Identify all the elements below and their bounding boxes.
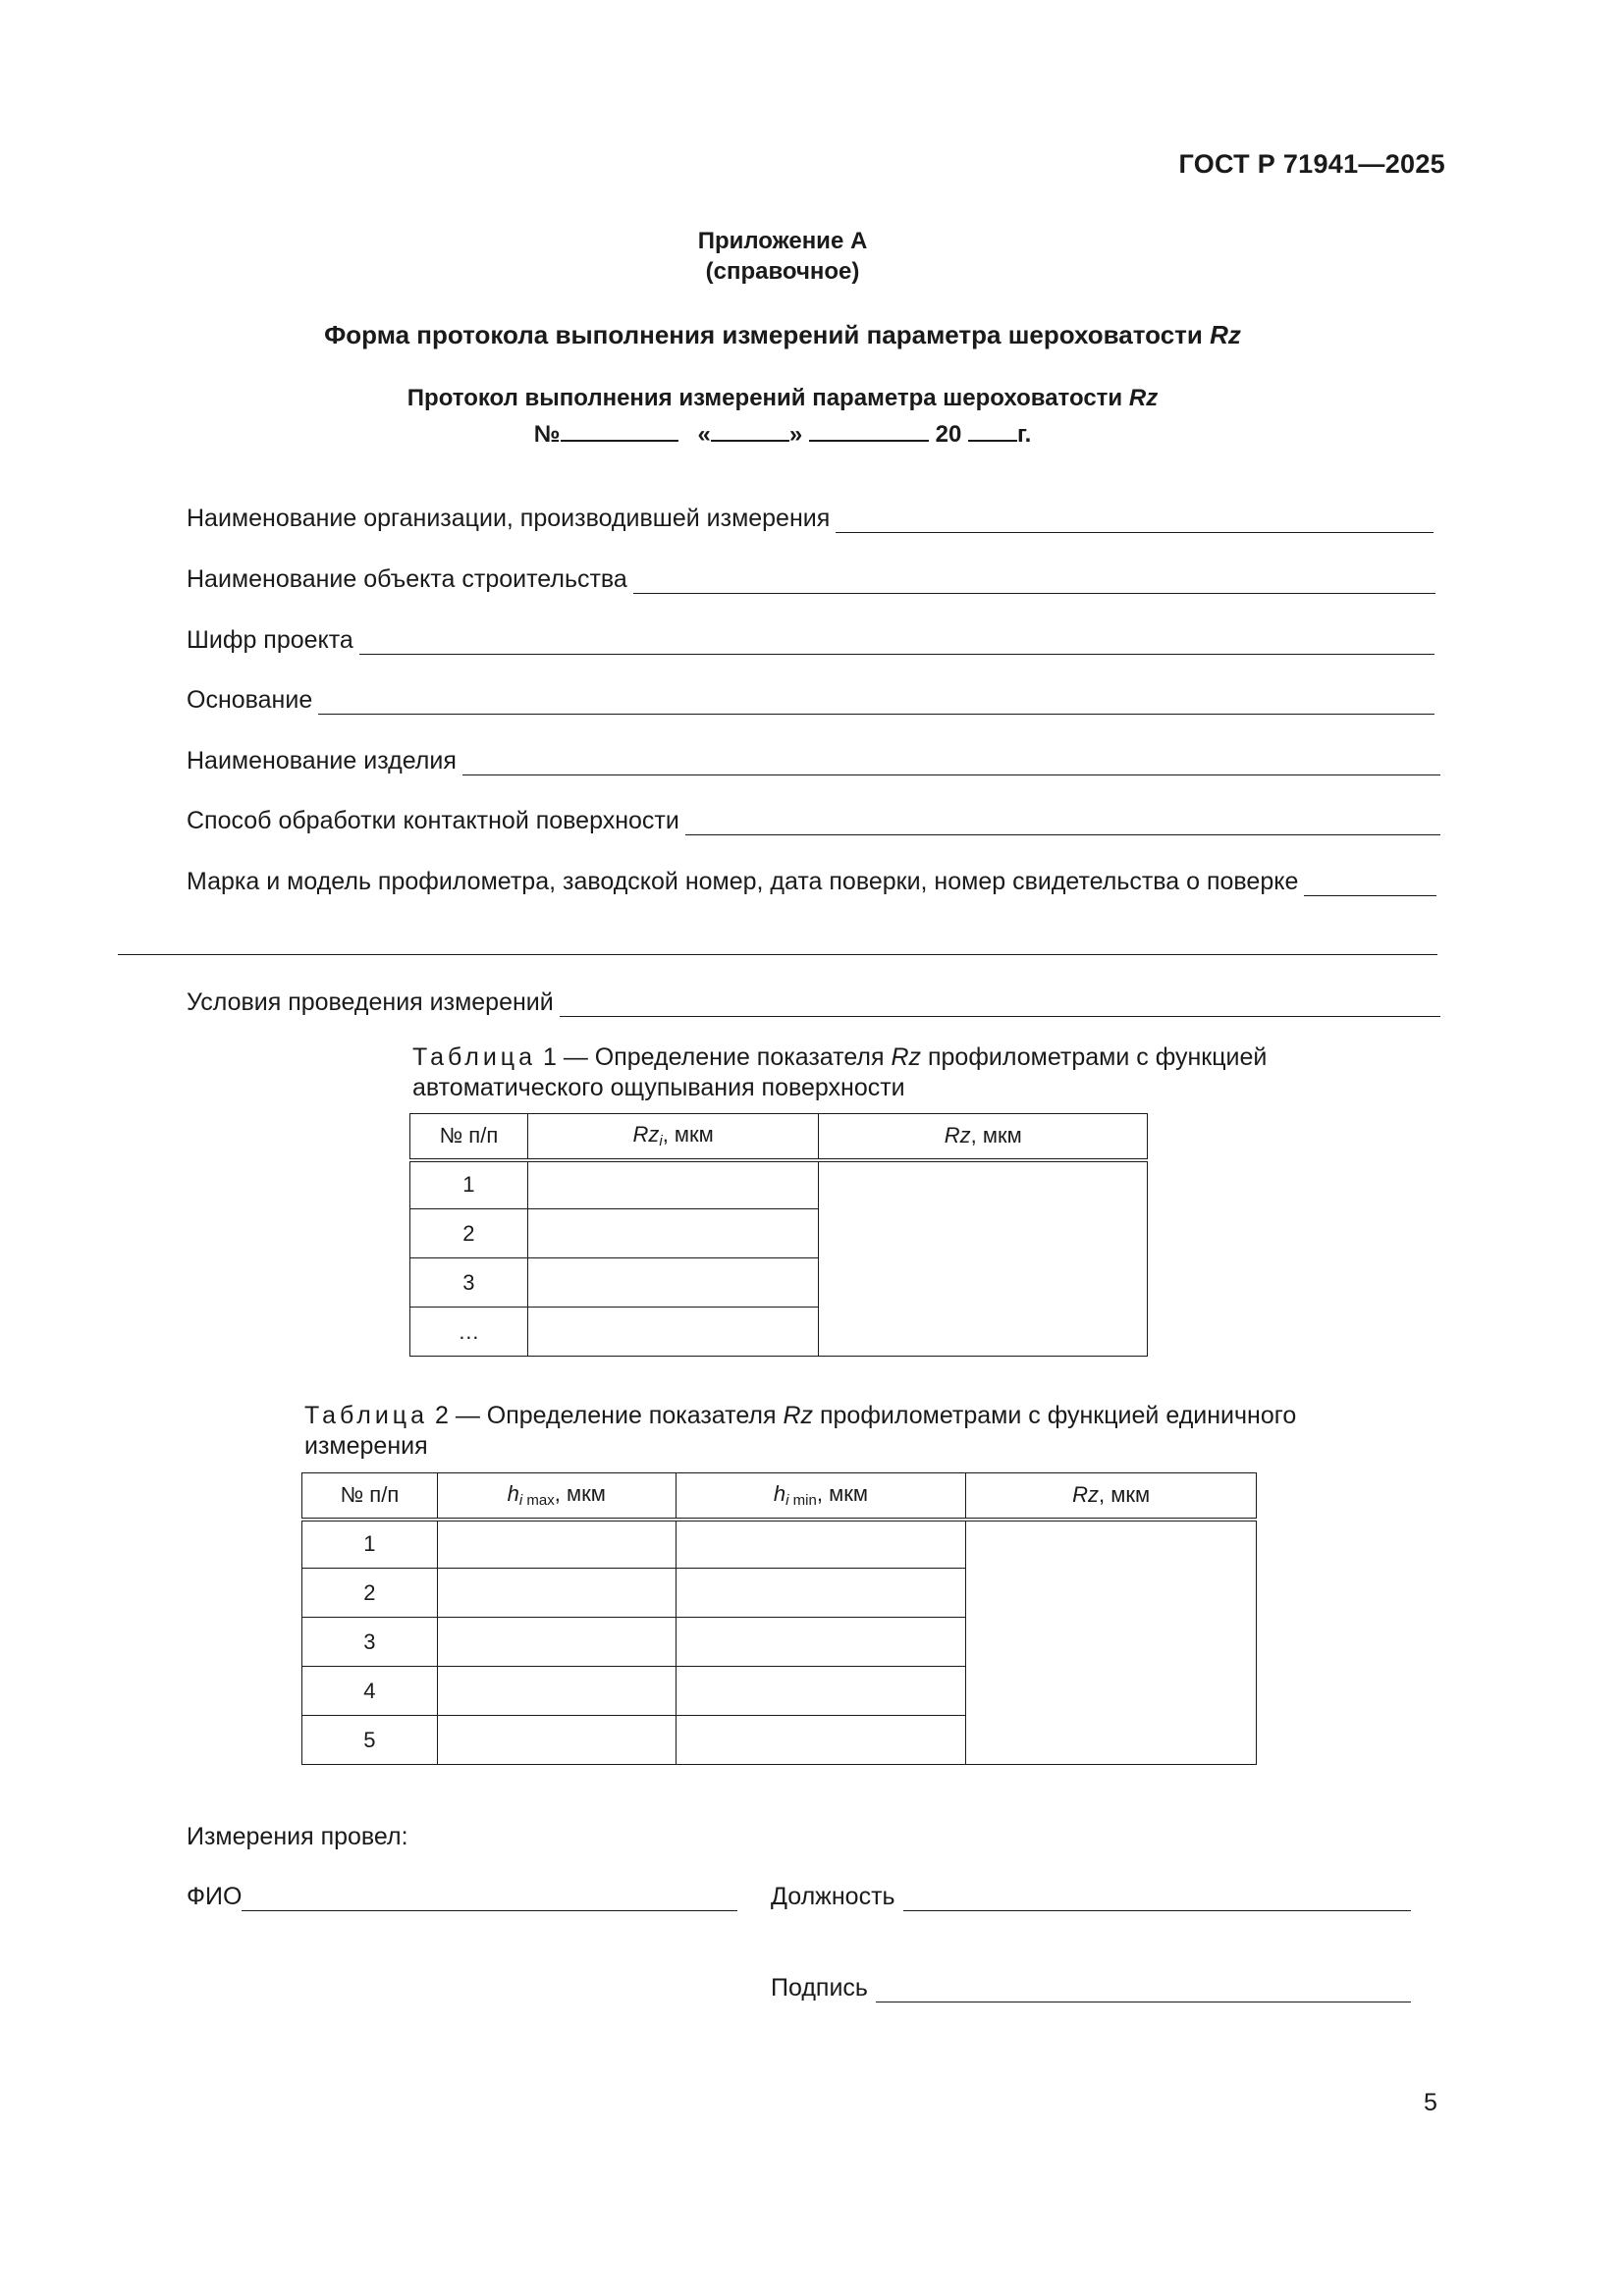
table1-caption-pre: — Определение показателя xyxy=(556,1043,892,1071)
rzi-unit: , мкм xyxy=(662,1122,714,1148)
rzi-cell[interactable] xyxy=(527,1160,819,1209)
table2-caption-post: профилометрами с функцией единичного xyxy=(813,1402,1297,1429)
fio-input-line[interactable] xyxy=(242,1889,737,1911)
object-input-line[interactable] xyxy=(633,571,1435,594)
appendix-title: Приложение А xyxy=(697,228,868,254)
position-field xyxy=(771,1883,1411,1911)
cipher-input-line[interactable] xyxy=(359,632,1435,655)
table1-number: 1 xyxy=(542,1043,557,1071)
hmax-cell[interactable] xyxy=(437,1618,676,1667)
profilometer-label: Марка и модель профилометра, заводской номер, дата поверки, номер свидетельства о поверке xyxy=(187,868,1299,895)
fio-field xyxy=(187,1883,737,1911)
table2-caption-pre: — Определение показателя xyxy=(448,1402,784,1429)
org-field xyxy=(187,505,1434,533)
table2-header-num: № п/п xyxy=(302,1473,438,1520)
position-label: Должность xyxy=(771,1883,895,1910)
protocol-title xyxy=(0,385,1565,412)
year-prefix: 20 xyxy=(935,421,962,448)
hmax-cell[interactable] xyxy=(437,1569,676,1618)
row-number: 2 xyxy=(410,1209,528,1258)
table1-header-rz xyxy=(819,1114,1148,1160)
hmin-symbol: h xyxy=(773,1481,786,1507)
object-field xyxy=(187,565,1435,594)
number-blank[interactable] xyxy=(561,416,678,442)
table2-number: 2 xyxy=(434,1402,449,1429)
table1-header-row xyxy=(410,1114,1148,1160)
performed-label: Измерения провел: xyxy=(187,1823,408,1850)
protocol-title-text: Протокол выполнения измерений параметра шероховатости xyxy=(406,385,1129,411)
rz-cell[interactable] xyxy=(819,1160,1148,1357)
table2-header-rz xyxy=(966,1473,1257,1520)
hmax-symbol: h xyxy=(507,1481,519,1507)
appendix-subtitle: (справочное) xyxy=(705,258,860,285)
object-label: Наименование объекта строительства xyxy=(187,565,627,593)
conditions-field xyxy=(187,988,1440,1017)
conditions-label: Условия проведения измерений xyxy=(187,988,554,1016)
table1-header-rzi xyxy=(527,1114,819,1160)
rz-symbol: Rz xyxy=(944,1123,971,1148)
cipher-field xyxy=(187,626,1435,655)
protocol-title-symbol: Rz xyxy=(1128,385,1159,411)
row-number: 3 xyxy=(410,1258,528,1308)
sign-label: Подпись xyxy=(771,1974,868,2002)
table2-caption-symbol: Rz xyxy=(783,1402,814,1429)
page-number: 5 xyxy=(1424,2089,1437,2116)
table-row xyxy=(410,1160,1148,1209)
hmin-cell[interactable] xyxy=(676,1618,966,1667)
rz-unit: , мкм xyxy=(970,1123,1022,1148)
org-label: Наименование организации, производившей измерения xyxy=(187,505,831,532)
table2 xyxy=(301,1472,1257,1765)
table1-caption-line2: автоматического ощупывания поверхности xyxy=(412,1074,905,1101)
year-suffix: г. xyxy=(1016,421,1032,448)
day-blank[interactable] xyxy=(711,416,789,442)
standard-number: ГОСТ Р 71941—2025 xyxy=(1178,149,1445,179)
org-input-line[interactable] xyxy=(836,510,1434,533)
month-blank[interactable] xyxy=(809,416,929,442)
hmax-cell[interactable] xyxy=(437,1667,676,1716)
rz2-symbol: Rz xyxy=(1072,1482,1100,1508)
product-input-line[interactable] xyxy=(462,753,1440,775)
year-blank[interactable] xyxy=(968,416,1017,442)
table2-label: Таблица xyxy=(304,1402,429,1429)
hmin-cell[interactable] xyxy=(676,1569,966,1618)
close-quote: » xyxy=(788,421,803,448)
profilometer-input-line[interactable] xyxy=(1304,874,1436,896)
basis-field xyxy=(187,686,1435,715)
rzi-cell[interactable] xyxy=(527,1209,819,1258)
fio-label: ФИО xyxy=(187,1883,243,1910)
hmin-unit: , мкм xyxy=(816,1481,868,1507)
hmax-sub: max xyxy=(522,1492,555,1510)
row-number: 3 xyxy=(302,1618,438,1667)
position-input-line[interactable] xyxy=(903,1889,1411,1911)
processing-label: Способ обработки контактной поверхности xyxy=(187,807,679,834)
conditions-input-line[interactable] xyxy=(560,994,1440,1017)
rzi-symbol: Rz xyxy=(632,1122,660,1148)
profilometer-field xyxy=(187,868,1436,896)
basis-input-line[interactable] xyxy=(318,692,1435,715)
processing-field xyxy=(187,807,1440,835)
open-quote: « xyxy=(697,421,711,448)
row-number: 4 xyxy=(302,1667,438,1716)
table1-caption-post: профилометрами с функцией xyxy=(921,1043,1268,1071)
row-number: 2 xyxy=(302,1569,438,1618)
table2-header-row xyxy=(302,1473,1257,1520)
number-sign: № xyxy=(533,421,561,448)
hmin-sub: min xyxy=(788,1492,817,1510)
processing-input-line[interactable] xyxy=(685,813,1440,835)
hmax-cell[interactable] xyxy=(437,1520,676,1569)
cipher-label: Шифр проекта xyxy=(187,626,353,654)
hmin-cell[interactable] xyxy=(676,1716,966,1765)
table1 xyxy=(409,1113,1148,1357)
table1-label: Таблица xyxy=(412,1043,537,1071)
protocol-number-line xyxy=(0,416,1565,449)
row-number: … xyxy=(410,1308,528,1357)
hmin-sub-i: i xyxy=(785,1492,789,1510)
table2-caption-line2: измерения xyxy=(304,1432,428,1460)
form-title-symbol: Rz xyxy=(1210,320,1241,349)
rzi-cell[interactable] xyxy=(527,1308,819,1357)
row-number: 1 xyxy=(410,1160,528,1209)
table2-header-hmax xyxy=(437,1473,676,1520)
hmin-cell[interactable] xyxy=(676,1667,966,1716)
rz-cell[interactable] xyxy=(966,1520,1257,1765)
table2-caption xyxy=(304,1401,1296,1462)
profilometer-continuation-line[interactable] xyxy=(118,954,1437,955)
hmax-sub-i: i xyxy=(518,1492,523,1510)
rz2-unit: , мкм xyxy=(1099,1482,1151,1508)
table2-header-hmin xyxy=(676,1473,966,1520)
table-row xyxy=(302,1520,1257,1569)
row-number: 1 xyxy=(302,1520,438,1569)
hmin-cell[interactable] xyxy=(676,1520,966,1569)
form-title xyxy=(0,320,1565,350)
hmax-unit: , мкм xyxy=(554,1481,606,1507)
form-title-text: Форма протокола выполнения измерений параметра шероховатости xyxy=(324,320,1211,349)
sign-input-line[interactable] xyxy=(876,1980,1411,2002)
basis-label: Основание xyxy=(187,686,313,714)
table1-caption xyxy=(412,1042,1267,1103)
rzi-subscript: i xyxy=(659,1133,663,1150)
table1-caption-symbol: Rz xyxy=(891,1043,922,1071)
rzi-cell[interactable] xyxy=(527,1258,819,1308)
product-field xyxy=(187,747,1440,775)
table1-header-num: № п/п xyxy=(410,1114,528,1160)
row-number: 5 xyxy=(302,1716,438,1765)
product-label: Наименование изделия xyxy=(187,747,457,774)
sign-field xyxy=(771,1974,1411,2002)
hmax-cell[interactable] xyxy=(437,1716,676,1765)
